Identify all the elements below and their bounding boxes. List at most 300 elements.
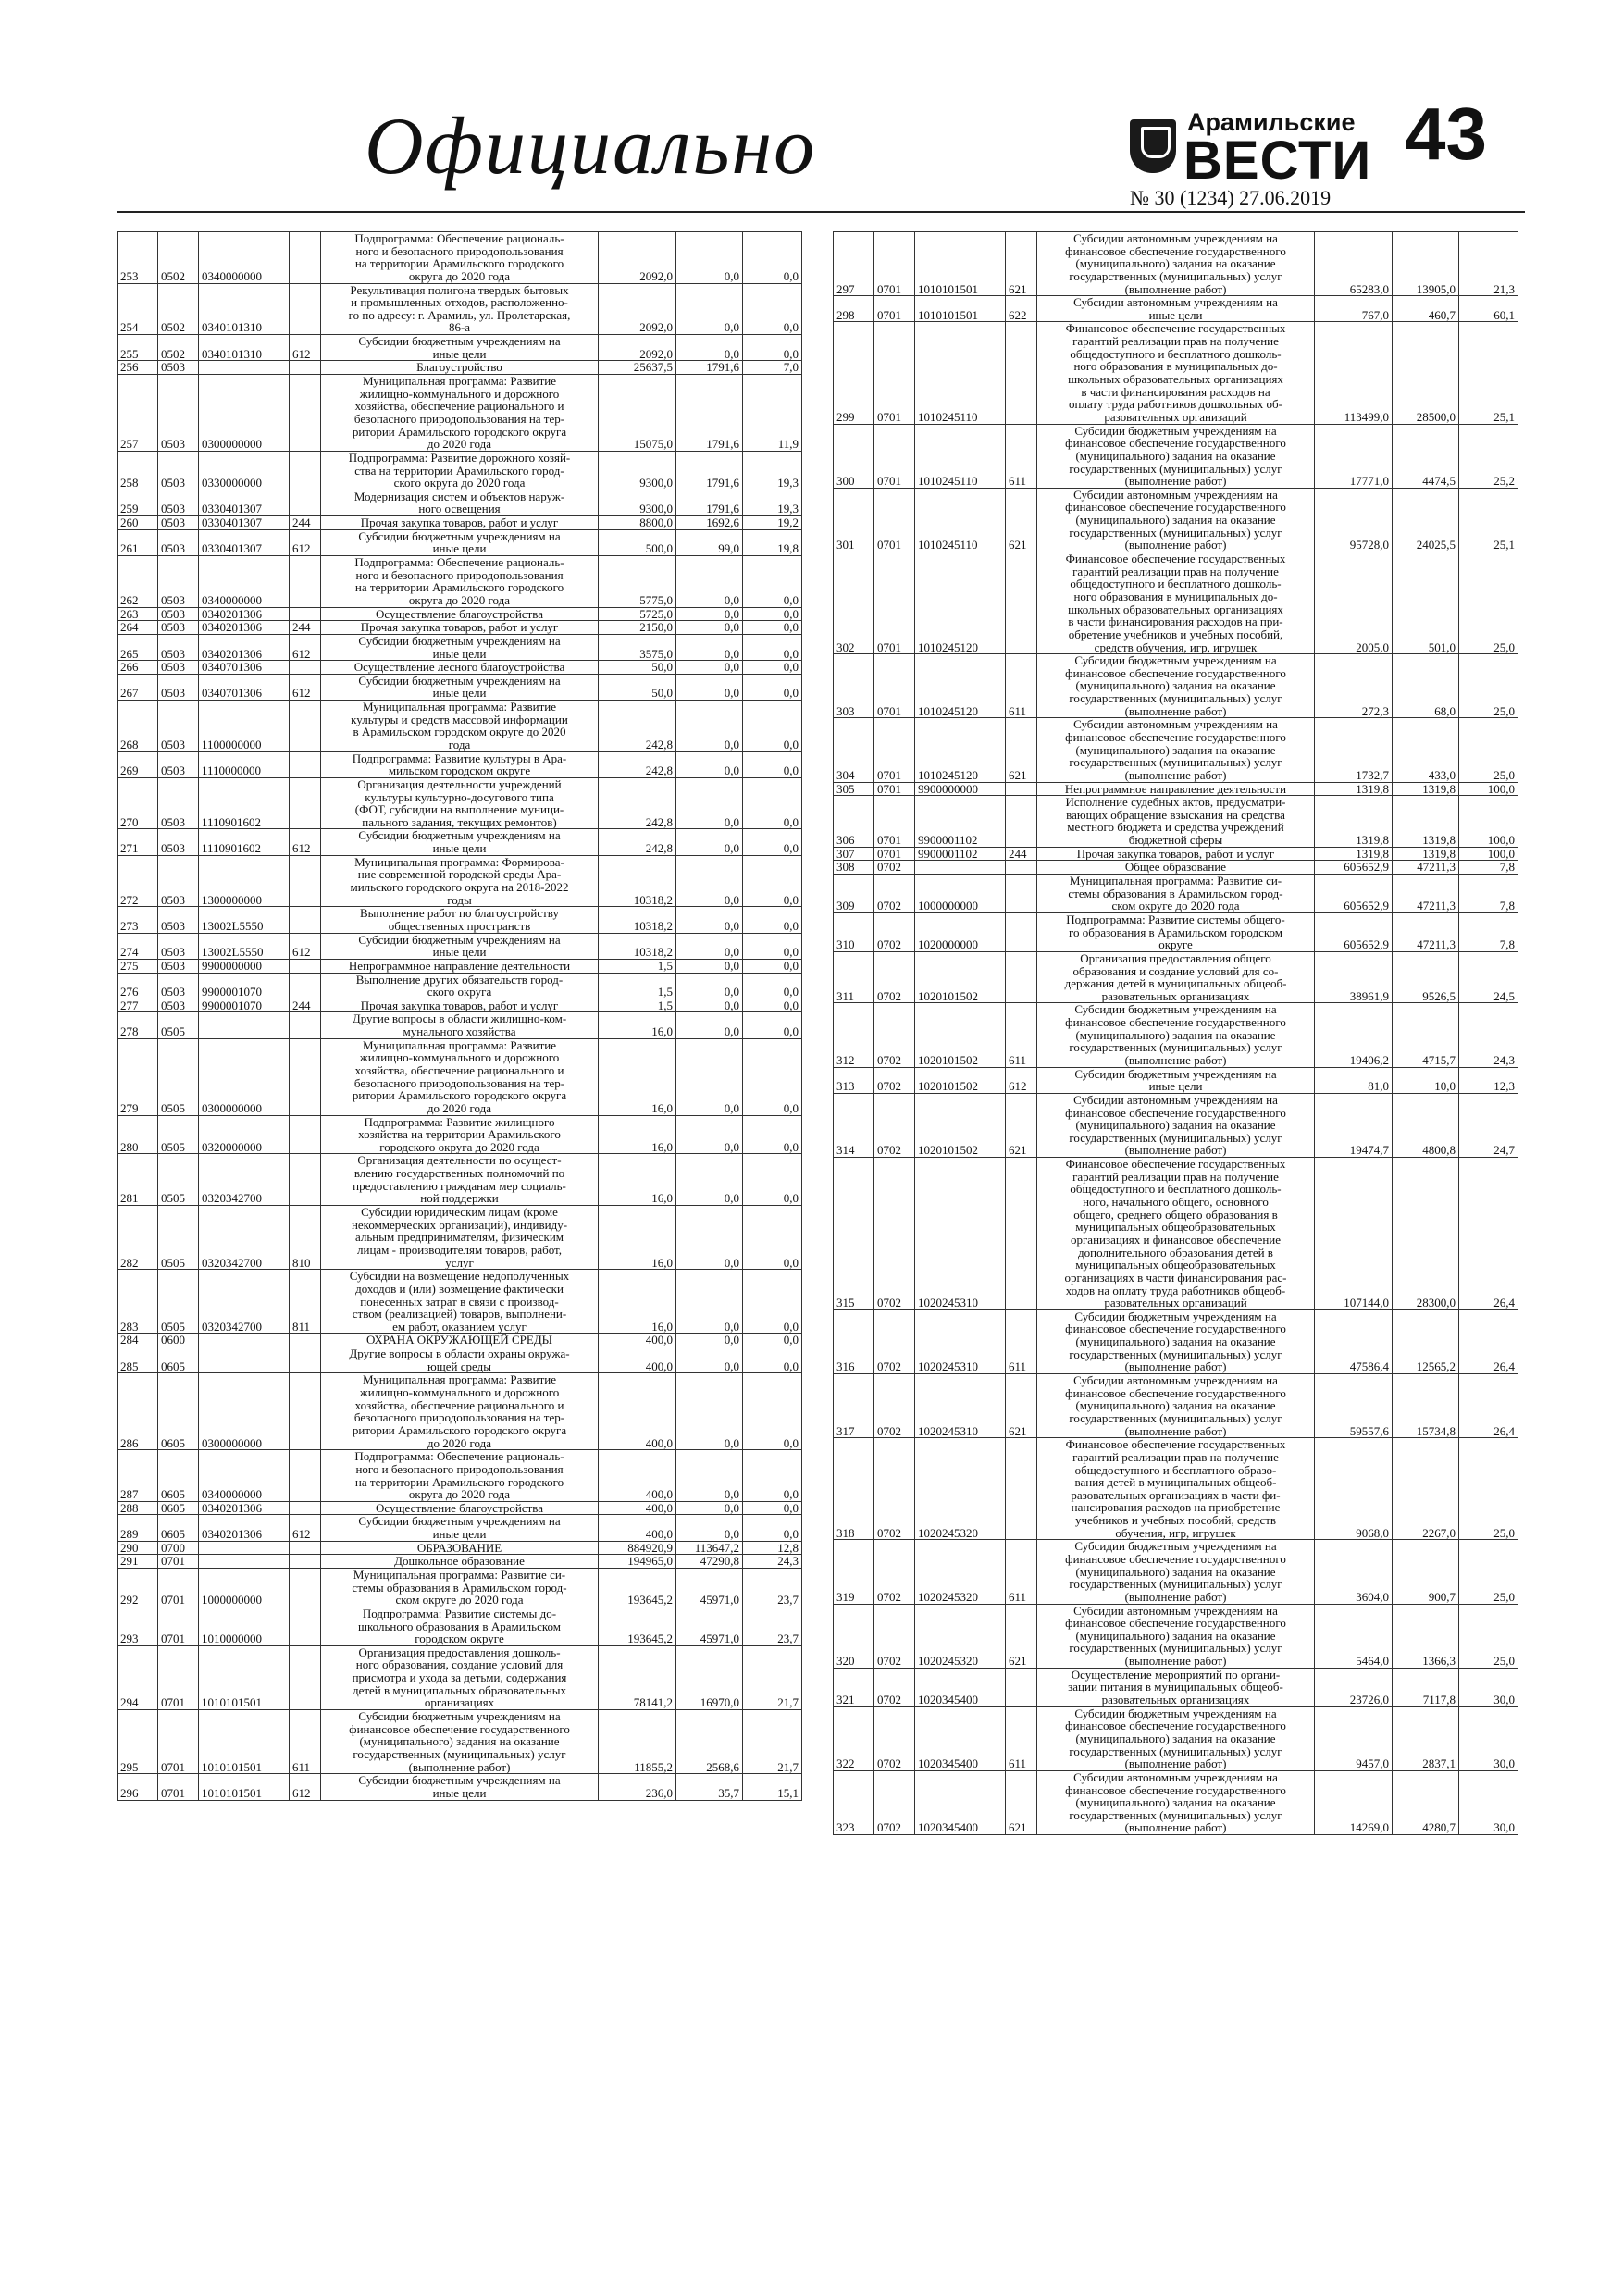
- row-number: 318: [834, 1438, 874, 1540]
- table-row: [834, 875, 1518, 913]
- item-name: Прочая закупка товаров, работ и услуг: [321, 999, 599, 1012]
- table-row: [118, 973, 802, 999]
- expense-type-code: [290, 973, 321, 999]
- item-name: Непрограммное направление деятельности: [1037, 782, 1315, 796]
- expense-type-code: [290, 1038, 321, 1115]
- actual-amount: 4474,5: [1393, 424, 1459, 488]
- item-name: Подпрограмма: Развитие системы общего- го образования в Арамильском городском округе: [1037, 912, 1315, 951]
- item-name: Осуществление благоустройства: [321, 1501, 599, 1515]
- item-name: Исполнение судебных актов, предусматри- вающих обращение взыскания на средства местного бюджета и средства учреждений бюджетной сферы: [1037, 796, 1315, 848]
- actual-amount: 0,0: [676, 973, 743, 999]
- execution-percent: 25,2: [1459, 424, 1518, 488]
- section-code: 0503: [158, 751, 199, 777]
- actual-amount: 28500,0: [1393, 322, 1459, 424]
- item-name: Субсидии бюджетным учреждениям на иные цели: [321, 674, 599, 700]
- row-number: 309: [834, 875, 874, 913]
- plan-amount: 500,0: [599, 529, 676, 555]
- expense-type-code: [1006, 1668, 1037, 1706]
- table-row: [118, 1154, 802, 1206]
- item-name: Прочая закупка товаров, работ и услуг: [321, 621, 599, 635]
- table-row: [118, 621, 802, 635]
- section-code: 0702: [874, 1706, 915, 1770]
- execution-percent: 23,7: [743, 1568, 802, 1607]
- item-name: Подпрограмма: Обеспечение рациональ- ного и безопасного природопользования на территории Арамильского городского округа до 2020 года: [321, 232, 599, 284]
- row-number: 272: [118, 855, 158, 907]
- item-name: Общее образование: [1037, 861, 1315, 875]
- expense-type-code: 612: [290, 829, 321, 855]
- actual-amount: 0,0: [676, 1347, 743, 1373]
- item-name: Субсидии автономным учреждениям на финансовое обеспечение государственного (муниципального) задания на оказание государственных (муниципальных) услуг (выполнение работ): [1037, 718, 1315, 782]
- execution-percent: 19,3: [743, 490, 802, 515]
- target-article-code: 9900001102: [915, 796, 1006, 848]
- item-name: Муниципальная программа: Развитие жилищно-коммунального и дорожного хозяйства, обеспечение рационального и безопасного природопользования на тер- ритории Арамильского городского округа до 2020 года: [321, 1038, 599, 1115]
- target-article-code: 13002L5550: [199, 907, 290, 933]
- table-row: [118, 829, 802, 855]
- expense-type-code: [1006, 322, 1037, 424]
- section-code: 0702: [874, 1770, 915, 1834]
- plan-amount: 16,0: [599, 1012, 676, 1038]
- execution-percent: 21,7: [743, 1710, 802, 1774]
- target-article-code: 0340201306: [199, 1515, 290, 1541]
- item-name: ОБРАЗОВАНИЕ: [321, 1541, 599, 1555]
- target-article-code: 1010101501: [199, 1645, 290, 1709]
- plan-amount: 50,0: [599, 661, 676, 675]
- actual-amount: 0,0: [676, 959, 743, 973]
- row-number: 274: [118, 933, 158, 959]
- plan-amount: 193645,2: [599, 1607, 676, 1645]
- item-name: Субсидии автономным учреждениям на финансовое обеспечение государственного (муниципального) задания на оказание государственных (муниципальных) услуг (выполнение работ): [1037, 1374, 1315, 1438]
- section-code: 0702: [874, 951, 915, 1003]
- plan-amount: 1732,7: [1315, 718, 1393, 782]
- table-row: [834, 232, 1518, 296]
- table-row: [118, 335, 802, 361]
- execution-percent: 19,2: [743, 516, 802, 530]
- item-name: Прочая закупка товаров, работ и услуг: [321, 516, 599, 530]
- expense-type-code: [290, 751, 321, 777]
- table-row: [834, 1668, 1518, 1706]
- item-name: Муниципальная программа: Развитие жилищно-коммунального и дорожного хозяйства, обеспечение рационального и безопасного природопользования на тер- ритории Арамильского городского округа до 2020 года: [321, 375, 599, 452]
- actual-amount: 0,0: [676, 933, 743, 959]
- execution-percent: 0,0: [743, 674, 802, 700]
- section-code: 0503: [158, 933, 199, 959]
- expense-type-code: [290, 1541, 321, 1555]
- table-row: [118, 1270, 802, 1334]
- target-article-code: [199, 361, 290, 375]
- section-code: 0503: [158, 777, 199, 829]
- expense-type-code: [290, 1373, 321, 1450]
- plan-amount: 400,0: [599, 1501, 676, 1515]
- plan-amount: 8800,0: [599, 516, 676, 530]
- plan-amount: 5725,0: [599, 607, 676, 621]
- section-code: 0702: [874, 1374, 915, 1438]
- plan-amount: 10318,2: [599, 933, 676, 959]
- target-article-code: 0320342700: [199, 1270, 290, 1334]
- row-number: 271: [118, 829, 158, 855]
- actual-amount: 0,0: [676, 634, 743, 660]
- execution-percent: 0,0: [743, 232, 802, 284]
- expense-type-code: 621: [1006, 488, 1037, 552]
- plan-amount: 78141,2: [599, 1645, 676, 1709]
- target-article-code: 1010245120: [915, 718, 1006, 782]
- plan-amount: 767,0: [1315, 296, 1393, 322]
- item-name: Субсидии бюджетным учреждениям на иные цели: [321, 1515, 599, 1541]
- row-number: 314: [834, 1093, 874, 1157]
- plan-amount: 81,0: [1315, 1067, 1393, 1093]
- expense-type-code: [290, 855, 321, 907]
- target-article-code: 1000000000: [915, 875, 1006, 913]
- actual-amount: 0,0: [676, 607, 743, 621]
- target-article-code: 0340101310: [199, 335, 290, 361]
- row-number: 255: [118, 335, 158, 361]
- table-row: [834, 1067, 1518, 1093]
- section-code: 0505: [158, 1154, 199, 1206]
- page-header: [117, 93, 1523, 211]
- section-code: 0503: [158, 556, 199, 608]
- actual-amount: 4280,7: [1393, 1770, 1459, 1834]
- item-name: Субсидии автономным учреждениям на финансовое обеспечение государственного (муниципального) задания на оказание государственных (муниципальных) услуг (выполнение работ): [1037, 1604, 1315, 1668]
- section-code: 0505: [158, 1038, 199, 1115]
- plan-amount: 95728,0: [1315, 488, 1393, 552]
- target-article-code: 0330000000: [199, 451, 290, 490]
- actual-amount: 0,0: [676, 1450, 743, 1502]
- table-row: [834, 782, 1518, 796]
- execution-percent: 24,7: [1459, 1093, 1518, 1157]
- section-code: 0701: [874, 488, 915, 552]
- target-article-code: 1010245110: [915, 424, 1006, 488]
- table-row: [118, 490, 802, 515]
- actual-amount: 28300,0: [1393, 1158, 1459, 1310]
- target-article-code: 0340000000: [199, 232, 290, 284]
- section-code: 0701: [874, 322, 915, 424]
- item-name: Осуществление благоустройства: [321, 607, 599, 621]
- actual-amount: 1791,6: [676, 490, 743, 515]
- row-number: 310: [834, 912, 874, 951]
- item-name: Подпрограмма: Развитие жилищного хозяйства на территории Арамильского городского округа до 2020 года: [321, 1115, 599, 1154]
- actual-amount: 4800,8: [1393, 1093, 1459, 1157]
- plan-amount: 884920,9: [599, 1541, 676, 1555]
- actual-amount: 0,0: [676, 674, 743, 700]
- expense-type-code: 244: [290, 516, 321, 530]
- table-row: [834, 1770, 1518, 1834]
- row-number: 273: [118, 907, 158, 933]
- plan-amount: 19474,7: [1315, 1093, 1393, 1157]
- target-article-code: 1000000000: [199, 1568, 290, 1607]
- row-number: 294: [118, 1645, 158, 1709]
- execution-percent: 0,0: [743, 751, 802, 777]
- target-article-code: 1020000000: [915, 912, 1006, 951]
- item-name: Субсидии бюджетным учреждениям на иные цели: [321, 933, 599, 959]
- section-code: 0503: [158, 661, 199, 675]
- actual-amount: 0,0: [676, 1334, 743, 1347]
- actual-amount: 10,0: [1393, 1067, 1459, 1093]
- table-row: [118, 1373, 802, 1450]
- execution-percent: 0,0: [743, 1515, 802, 1541]
- plan-amount: 11855,2: [599, 1710, 676, 1774]
- item-name: Субсидии бюджетным учреждениям на иные цели: [321, 529, 599, 555]
- actual-amount: 15734,8: [1393, 1374, 1459, 1438]
- execution-percent: 0,0: [743, 556, 802, 608]
- plan-amount: 17771,0: [1315, 424, 1393, 488]
- section-code: 0605: [158, 1450, 199, 1502]
- target-article-code: 1110901602: [199, 829, 290, 855]
- table-row: [118, 999, 802, 1012]
- row-number: 279: [118, 1038, 158, 1115]
- section-code: 0503: [158, 674, 199, 700]
- execution-percent: 0,0: [743, 1347, 802, 1373]
- expense-type-code: [290, 607, 321, 621]
- execution-percent: 0,0: [743, 661, 802, 675]
- row-number: 303: [834, 654, 874, 718]
- execution-percent: 0,0: [743, 933, 802, 959]
- execution-percent: 0,0: [743, 777, 802, 829]
- plan-amount: 23726,0: [1315, 1668, 1393, 1706]
- section-code: 0503: [158, 701, 199, 752]
- brand-name: ВЕСТИ: [1183, 130, 1372, 191]
- row-number: 315: [834, 1158, 874, 1310]
- item-name: Непрограммное направление деятельности: [321, 959, 599, 973]
- section-code: 0701: [874, 654, 915, 718]
- actual-amount: 0,0: [676, 1373, 743, 1450]
- table-row: [834, 552, 1518, 654]
- plan-amount: 113499,0: [1315, 322, 1393, 424]
- row-number: 311: [834, 951, 874, 1003]
- table-row: [118, 283, 802, 335]
- table-row: [834, 796, 1518, 848]
- execution-percent: 24,3: [1459, 1003, 1518, 1067]
- coat-of-arms-icon: [1130, 119, 1176, 173]
- expense-type-code: 611: [1006, 1003, 1037, 1067]
- section-code: 0503: [158, 361, 199, 375]
- execution-percent: 100,0: [1459, 796, 1518, 848]
- execution-percent: 0,0: [743, 1154, 802, 1206]
- expense-type-code: 621: [1006, 718, 1037, 782]
- target-article-code: [915, 861, 1006, 875]
- target-article-code: 1020101502: [915, 1093, 1006, 1157]
- expense-type-code: 621: [1006, 1604, 1037, 1668]
- table-row: [118, 451, 802, 490]
- execution-percent: 26,4: [1459, 1374, 1518, 1438]
- plan-amount: 2092,0: [599, 335, 676, 361]
- expense-type-code: 612: [290, 529, 321, 555]
- row-number: 317: [834, 1374, 874, 1438]
- item-name: Муниципальная программа: Формирова- ние современной городской среды Ара- мильского городского округа на 2018-2022 годы: [321, 855, 599, 907]
- actual-amount: 1692,6: [676, 516, 743, 530]
- target-article-code: 1020345400: [915, 1668, 1006, 1706]
- execution-percent: 0,0: [743, 1334, 802, 1347]
- plan-amount: 9300,0: [599, 490, 676, 515]
- table-row: [118, 1568, 802, 1607]
- table-row: [834, 861, 1518, 875]
- execution-percent: 7,8: [1459, 875, 1518, 913]
- plan-amount: 19406,2: [1315, 1003, 1393, 1067]
- actual-amount: 99,0: [676, 529, 743, 555]
- item-name: Подпрограмма: Развитие культуры в Ара- мильском городском округе: [321, 751, 599, 777]
- item-name: Субсидии на возмещение недополученных доходов и (или) возмещение фактически понесенных затрат в связи с производ- ством (реализацией) товаров, выполнени- ем работ, оказанием услуг: [321, 1270, 599, 1334]
- actual-amount: 0,0: [676, 232, 743, 284]
- table-row: [834, 488, 1518, 552]
- row-number: 264: [118, 621, 158, 635]
- item-name: Подпрограмма: Развитие дорожного хозяй- ства на территории Арамильского город- ского округа до 2020 года: [321, 451, 599, 490]
- execution-percent: 30,0: [1459, 1668, 1518, 1706]
- expense-type-code: [290, 283, 321, 335]
- row-number: 258: [118, 451, 158, 490]
- section-code: 0503: [158, 621, 199, 635]
- item-name: Субсидии бюджетным учреждениям на финансовое обеспечение государственного (муниципального) задания на оказание государственных (муниципальных) услуг (выполнение работ): [1037, 654, 1315, 718]
- actual-amount: 1791,6: [676, 375, 743, 452]
- plan-amount: 194965,0: [599, 1555, 676, 1569]
- target-article-code: 9900000000: [199, 959, 290, 973]
- expense-type-code: 244: [1006, 847, 1037, 861]
- expense-type-code: [1006, 912, 1037, 951]
- target-article-code: 0300000000: [199, 1038, 290, 1115]
- item-name: Прочая закупка товаров, работ и услуг: [1037, 847, 1315, 861]
- expense-type-code: [290, 661, 321, 675]
- expense-type-code: [290, 361, 321, 375]
- row-number: 301: [834, 488, 874, 552]
- plan-amount: 16,0: [599, 1206, 676, 1270]
- item-name: Другие вопросы в области охраны окружа- ющей среды: [321, 1347, 599, 1373]
- expense-type-code: 611: [1006, 1309, 1037, 1373]
- target-article-code: 0340201306: [199, 634, 290, 660]
- target-article-code: 1020245320: [915, 1604, 1006, 1668]
- plan-amount: 242,8: [599, 701, 676, 752]
- target-article-code: 1010245110: [915, 488, 1006, 552]
- plan-amount: 47586,4: [1315, 1309, 1393, 1373]
- row-number: 295: [118, 1710, 158, 1774]
- item-name: Выполнение работ по благоустройству общественных пространств: [321, 907, 599, 933]
- table-row: [834, 1540, 1518, 1604]
- actual-amount: 0,0: [676, 829, 743, 855]
- actual-amount: 433,0: [1393, 718, 1459, 782]
- actual-amount: 900,7: [1393, 1540, 1459, 1604]
- expense-type-code: 611: [1006, 654, 1037, 718]
- row-number: 286: [118, 1373, 158, 1450]
- actual-amount: 16970,0: [676, 1645, 743, 1709]
- item-name: Организация деятельности учреждений культуры культурно-досугового типа (ФОТ, субсидии на выполнение муници- пального задания, текущих ремонтов): [321, 777, 599, 829]
- item-name: Субсидии бюджетным учреждениям на финансовое обеспечение государственного (муниципального) задания на оказание государственных (муниципальных) услуг (выполнение работ): [1037, 1003, 1315, 1067]
- target-article-code: 1010101501: [199, 1710, 290, 1774]
- actual-amount: 0,0: [676, 701, 743, 752]
- target-article-code: [199, 1334, 290, 1347]
- item-name: Субсидии бюджетным учреждениям на финансовое обеспечение государственного (муниципального) задания на оказание государственных (муниципальных) услуг (выполнение работ): [1037, 1540, 1315, 1604]
- row-number: 276: [118, 973, 158, 999]
- section-code: 0702: [874, 875, 915, 913]
- expense-type-code: [1006, 796, 1037, 848]
- target-article-code: 0340101310: [199, 283, 290, 335]
- item-name: Подпрограмма: Обеспечение рациональ- ного и безопасного природопользования на территории Арамильского городского округа до 2020 года: [321, 1450, 599, 1502]
- target-article-code: [199, 1541, 290, 1555]
- target-article-code: 1020245310: [915, 1309, 1006, 1373]
- table-row: [834, 1374, 1518, 1438]
- table-row: [118, 959, 802, 973]
- item-name: Финансовое обеспечение государственных гарантий реализации прав на получение общедоступного и бесплатного дошколь- ного, начального общего, основного общего, среднего общего образования в муниципальных общеобразовательных организациях и финансовое обеспечение дополнительного образования детей в муниципальных общеобразовательных организациях в части финансирования рас- ходов на оплату труда работников общеоб- разовательных организаций: [1037, 1158, 1315, 1310]
- execution-percent: 0,0: [743, 335, 802, 361]
- plan-amount: 1,5: [599, 999, 676, 1012]
- expense-type-code: 811: [290, 1270, 321, 1334]
- item-name: Субсидии бюджетным учреждениям на иные цели: [1037, 1067, 1315, 1093]
- item-name: Муниципальная программа: Развитие жилищно-коммунального и дорожного хозяйства, обеспечение рационального и безопасного природопользования на тер- ритории Арамильского городского округа до 2020 года: [321, 1373, 599, 1450]
- section-code: 0701: [158, 1710, 199, 1774]
- item-name: Муниципальная программа: Развитие си- стемы образования в Арамильском город- ском округе до 2020 года: [321, 1568, 599, 1607]
- actual-amount: 0,0: [676, 1206, 743, 1270]
- brand-top-text: Арамильские: [1187, 108, 1356, 136]
- plan-amount: 242,8: [599, 777, 676, 829]
- section-code: 0505: [158, 1206, 199, 1270]
- item-name: Выполнение других обязательств город- ского округа: [321, 973, 599, 999]
- target-article-code: 0340201306: [199, 607, 290, 621]
- plan-amount: 15075,0: [599, 375, 676, 452]
- row-number: 275: [118, 959, 158, 973]
- expense-type-code: [1006, 951, 1037, 1003]
- row-number: 323: [834, 1770, 874, 1834]
- section-title: Официально: [365, 102, 817, 192]
- execution-percent: 19,3: [743, 451, 802, 490]
- item-name: Субсидии бюджетным учреждениям на финансовое обеспечение государственного (муниципального) задания на оказание государственных (муниципальных) услуг (выполнение работ): [1037, 1309, 1315, 1373]
- row-number: 287: [118, 1450, 158, 1502]
- row-number: 283: [118, 1270, 158, 1334]
- execution-percent: 11,9: [743, 375, 802, 452]
- target-article-code: 0340201306: [199, 1501, 290, 1515]
- execution-percent: 25,0: [1459, 552, 1518, 654]
- target-article-code: 0340701306: [199, 674, 290, 700]
- item-name: Муниципальная программа: Развитие культуры и средств массовой информации в Арамильском городском округе до 2020 года: [321, 701, 599, 752]
- execution-percent: 0,0: [743, 973, 802, 999]
- section-code: 0702: [874, 1158, 915, 1310]
- expense-type-code: [290, 907, 321, 933]
- table-row: [118, 1501, 802, 1515]
- execution-percent: 25,0: [1459, 654, 1518, 718]
- target-article-code: 1110000000: [199, 751, 290, 777]
- row-number: 306: [834, 796, 874, 848]
- expense-type-code: 621: [1006, 232, 1037, 296]
- row-number: 269: [118, 751, 158, 777]
- execution-percent: 0,0: [743, 829, 802, 855]
- target-article-code: 0320342700: [199, 1206, 290, 1270]
- target-article-code: 1010245120: [915, 654, 1006, 718]
- target-article-code: 1020245320: [915, 1540, 1006, 1604]
- item-name: Субсидии автономным учреждениям на финансовое обеспечение государственного (муниципального) задания на оказание государственных (муниципальных) услуг (выполнение работ): [1037, 1770, 1315, 1834]
- row-number: 320: [834, 1604, 874, 1668]
- item-name: Субсидии бюджетным учреждениям на иные цели: [321, 634, 599, 660]
- target-article-code: 1020101502: [915, 1003, 1006, 1067]
- execution-percent: 0,0: [743, 1501, 802, 1515]
- row-number: 277: [118, 999, 158, 1012]
- item-name: Осуществление лесного благоустройства: [321, 661, 599, 675]
- plan-amount: 3604,0: [1315, 1540, 1393, 1604]
- plan-amount: 236,0: [599, 1774, 676, 1800]
- actual-amount: 47290,8: [676, 1555, 743, 1569]
- table-row: [118, 1645, 802, 1709]
- item-name: Другие вопросы в области жилищно-ком- мунального хозяйства: [321, 1012, 599, 1038]
- section-code: 0701: [158, 1607, 199, 1645]
- target-article-code: 9900001102: [915, 847, 1006, 861]
- actual-amount: 47211,3: [1393, 912, 1459, 951]
- section-code: 0701: [874, 552, 915, 654]
- section-code: 0701: [874, 232, 915, 296]
- row-number: 298: [834, 296, 874, 322]
- table-row: [118, 1038, 802, 1115]
- plan-amount: 242,8: [599, 751, 676, 777]
- section-code: 0503: [158, 829, 199, 855]
- plan-amount: 65283,0: [1315, 232, 1393, 296]
- execution-percent: 0,0: [743, 907, 802, 933]
- expense-type-code: 621: [1006, 1374, 1037, 1438]
- actual-amount: 0,0: [676, 999, 743, 1012]
- expense-type-code: 612: [290, 634, 321, 660]
- execution-percent: 25,1: [1459, 322, 1518, 424]
- actual-amount: 0,0: [676, 855, 743, 907]
- newspaper-brand: [1130, 105, 1435, 209]
